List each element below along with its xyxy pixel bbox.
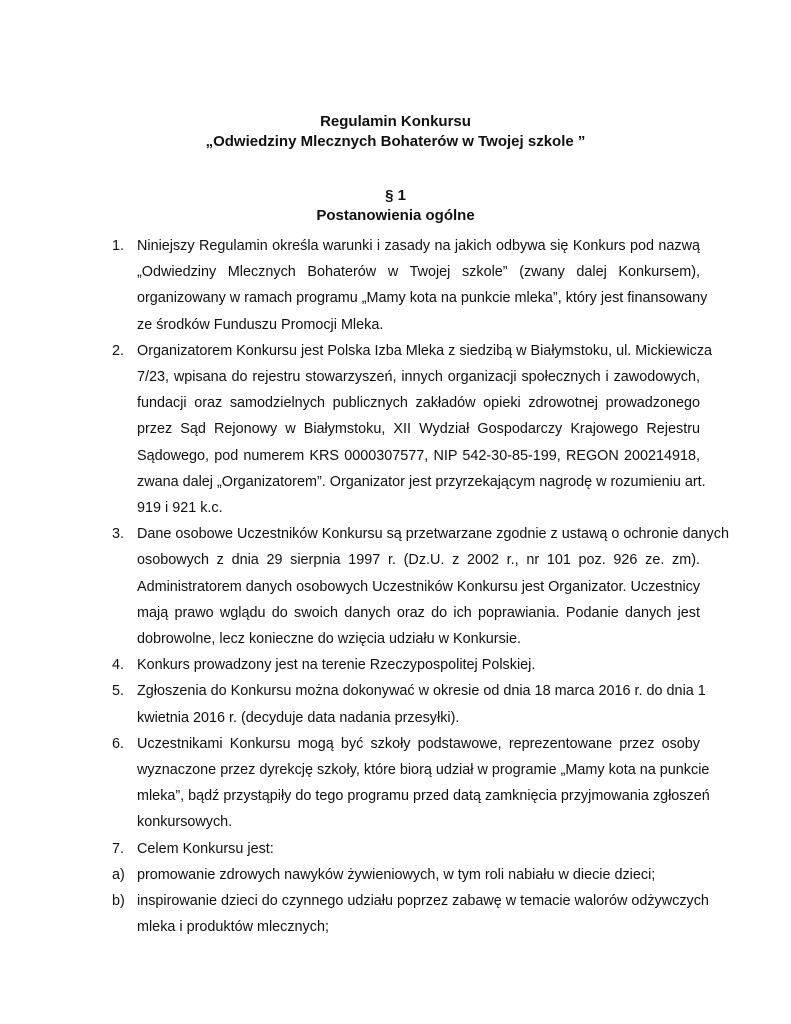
list-item-marker: 5. (112, 683, 125, 700)
list-item (112, 731, 710, 836)
text-line: 7/23, wpisana do rejestru stowarzyszeń, innych organizacji społecznych i zawodowych, (137, 369, 700, 386)
text-line: Administratorem danych osobowych Uczestników Konkursu jest Organizator. Uczestnicy (137, 578, 701, 595)
text-line: organizowany w ramach programu „Mamy kota na punkcie mleka”, który jest finansowany (137, 290, 708, 307)
list-item (112, 233, 708, 338)
document-title (0, 112, 791, 152)
list-item-text (137, 862, 700, 888)
list-item (112, 862, 700, 888)
list-item-text (137, 678, 706, 730)
text-line: mleka”, bądź przystąpiły do tego programu przed datą zamknięcia przyjmowania zgłoszeń (137, 788, 710, 805)
text-line: Celem Konkursu jest: (137, 840, 274, 857)
list-item-marker: 1. (112, 238, 125, 254)
text-line: Sądowego, pod numerem KRS 0000307577, NIP 542-30-85-199, REGON 200214918, (137, 447, 700, 464)
text-line: konkursowych. (137, 814, 233, 831)
text-line: „Odwiedziny Mlecznych Bohaterów w Twojej szkole” (zwany dalej Konkursem), (137, 264, 700, 281)
text-line: Niniejszy Regulamin określa warunki i zasady na jakich odbywa się Konkurs pod nazwą (137, 238, 700, 254)
list-item-marker: 6. (112, 735, 125, 752)
section-heading (0, 186, 791, 226)
text-line: osobowych z dnia 29 sierpnia 1997 r. (Dz.U. z 2002 r., nr 101 poz. 926 ze. zm). (137, 552, 700, 569)
list-item (112, 678, 706, 730)
list-item-text (137, 233, 708, 338)
text-line: mają prawo wglądu do swoich danych oraz do ich poprawiania. Podanie danych jest (137, 604, 700, 621)
text-line: Uczestnikami Konkursu mogą być szkoły podstawowe, reprezentowane przez osoby (137, 735, 700, 752)
list-item-text (137, 836, 700, 862)
list-item-marker: 4. (112, 657, 125, 674)
title-line-2: „Odwiedziny Mlecznych Bohaterów w Twojej szkole ” (205, 133, 586, 150)
list-item-text (137, 521, 729, 652)
list-item-marker: 7. (112, 840, 125, 857)
text-line: wyznaczone przez dyrekcję szkoły, które biorą udział w programie „Mamy kota na punkcie (137, 762, 710, 779)
list-item (112, 836, 700, 862)
list-item-text (137, 731, 710, 836)
section-title: Postanowienia ogólne (316, 207, 475, 224)
list-item-text (137, 888, 709, 940)
section-number: § 1 (385, 187, 406, 204)
text-line: mleka i produktów mlecznych; (137, 919, 329, 936)
list-item (112, 338, 713, 521)
list-item-marker: a) (112, 866, 125, 883)
list-item (112, 521, 729, 652)
list-item-marker: 2. (112, 342, 125, 359)
text-line: dobrowolne, lecz konieczne do wzięcia udziału w Konkursie. (137, 631, 521, 648)
text-line: Organizatorem Konkursu jest Polska Izba Mleka z siedzibą w Białymstoku, ul. Mickiewicza (137, 342, 713, 359)
text-line: Konkurs prowadzony jest na terenie Rzeczypospolitej Polskiej. (137, 657, 536, 674)
text-line: Dane osobowe Uczestników Konkursu są przetwarzane zgodnie z ustawą o ochronie danych (137, 526, 729, 543)
list-item-marker: 3. (112, 526, 125, 543)
list-item-text (137, 338, 713, 521)
list-item (112, 888, 709, 940)
text-line: fundacji oraz samodzielnych publicznych zakładów opieki zdrowotnej prowadzonego (137, 395, 700, 412)
text-line: ze środków Funduszu Promocji Mleka. (137, 316, 384, 333)
provisions-list (112, 233, 729, 940)
list-item-marker: b) (112, 893, 125, 910)
text-line: Zgłoszenia do Konkursu można dokonywać w okresie od dnia 18 marca 2016 r. do dnia 1 (137, 683, 706, 700)
text-line: inspirowanie dzieci do czynnego udziału poprzez zabawę w temacie walorów odżywczych (137, 893, 709, 910)
text-line: promowanie zdrowych nawyków żywieniowych, w tym roli nabiału w diecie dzieci; (137, 866, 656, 883)
text-line: przez Sąd Rejonowy w Białymstoku, XII Wydział Gospodarczy Krajowego Rejestru (137, 421, 700, 438)
text-line: zwana dalej „Organizatorem”. Organizator jest przyrzekającym nagrodę w rozumieniu art. (137, 473, 706, 490)
text-line: kwietnia 2016 r. (decyduje data nadania przesyłki). (137, 709, 460, 726)
list-item (112, 652, 700, 678)
title-line-1: Regulamin Konkursu (320, 113, 471, 130)
list-item-text (137, 652, 700, 678)
text-line: 919 i 921 k.c. (137, 500, 223, 517)
